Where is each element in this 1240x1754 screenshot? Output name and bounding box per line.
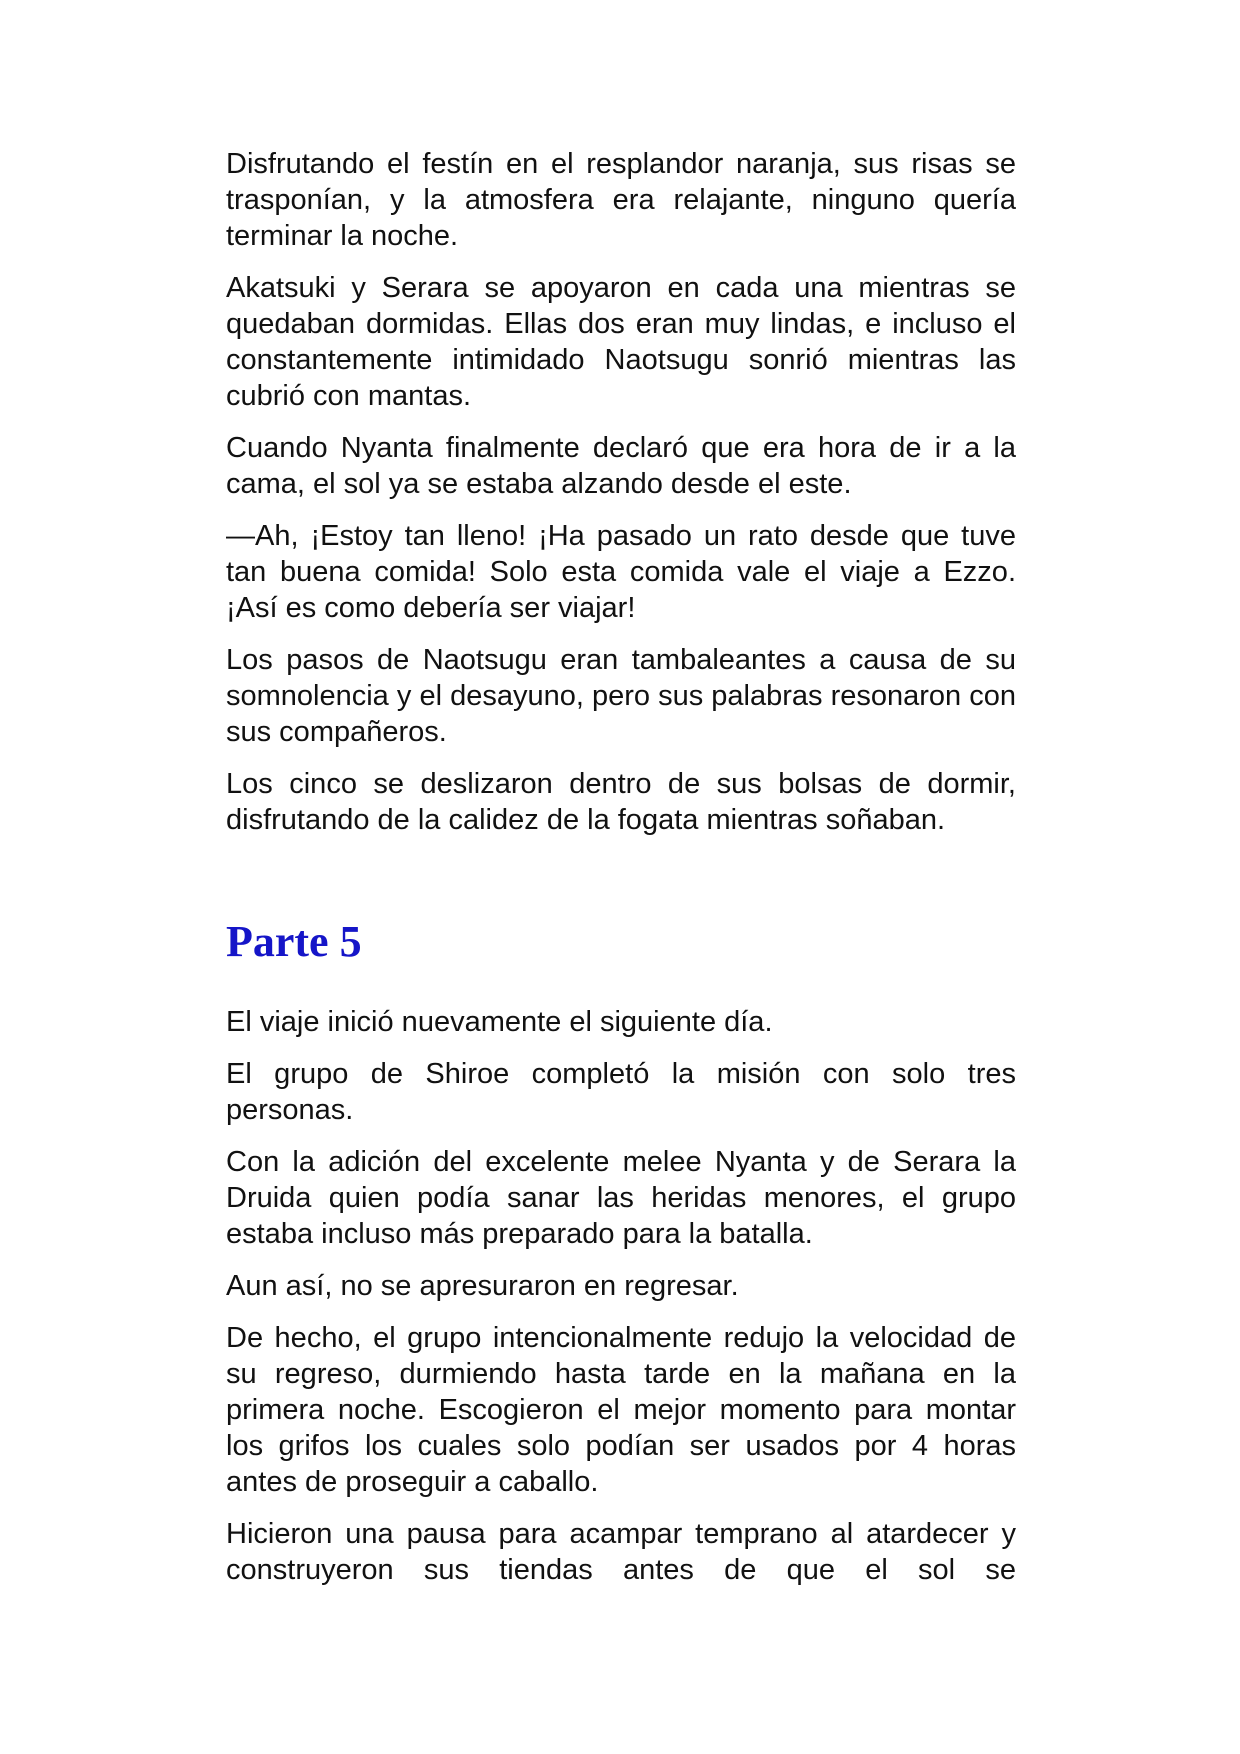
section-parte-5 — [226, 916, 1016, 1588]
paragraph: El viaje inició nuevamente el siguiente día. — [226, 1006, 773, 1038]
section-previous — [226, 146, 1016, 838]
section-heading: Parte 5 — [226, 917, 362, 966]
paragraph: De hecho, el grupo intencionalmente redujo la velocidad de su regreso, durmiendo hasta tarde en la mañana en la primera noche. Escogieron el mejor momento para montar los grifos los cuales solo podían ser usados por 4 horas antes de proseguir a caballo. — [226, 1322, 1016, 1498]
paragraph: Los cinco se deslizaron dentro de sus bolsas de dormir, disfrutando de la calidez de la fogata mientras soñaban. — [226, 768, 1016, 836]
paragraph: Akatsuki y Serara se apoyaron en cada una mientras se quedaban dormidas. Ellas dos eran muy lindas, e incluso el constantemente intimidado Naotsugu sonrió mientras las cubrió con mantas. — [226, 272, 1016, 412]
paragraph-last: Hicieron una pausa para acampar temprano al atardecer y construyeron sus tiendas antes de que el sol se — [226, 1518, 1016, 1586]
paragraph: Los pasos de Naotsugu eran tambaleantes a causa de su somnolencia y el desayuno, pero sus palabras resonaron con sus compañeros. — [226, 644, 1016, 748]
paragraph: Cuando Nyanta finalmente declaró que era hora de ir a la cama, el sol ya se estaba alzando desde el este. — [226, 432, 1016, 500]
paragraph: El grupo de Shiroe completó la misión con solo tres personas. — [226, 1058, 1016, 1126]
document-page — [226, 146, 1016, 1604]
paragraph: —Ah, ¡Estoy tan lleno! ¡Ha pasado un rato desde que tuve tan buena comida! Solo esta comida vale el viaje a Ezzo. ¡Así es como debería ser viajar! — [226, 520, 1016, 624]
paragraph: Aun así, no se apresuraron en regresar. — [226, 1270, 739, 1302]
paragraph: Con la adición del excelente melee Nyanta y de Serara la Druida quien podía sanar las heridas menores, el grupo estaba incluso más preparado para la batalla. — [226, 1146, 1016, 1250]
paragraph: Disfrutando el festín en el resplandor naranja, sus risas se trasponían, y la atmosfera era relajante, ninguno quería terminar la noche. — [226, 148, 1016, 252]
